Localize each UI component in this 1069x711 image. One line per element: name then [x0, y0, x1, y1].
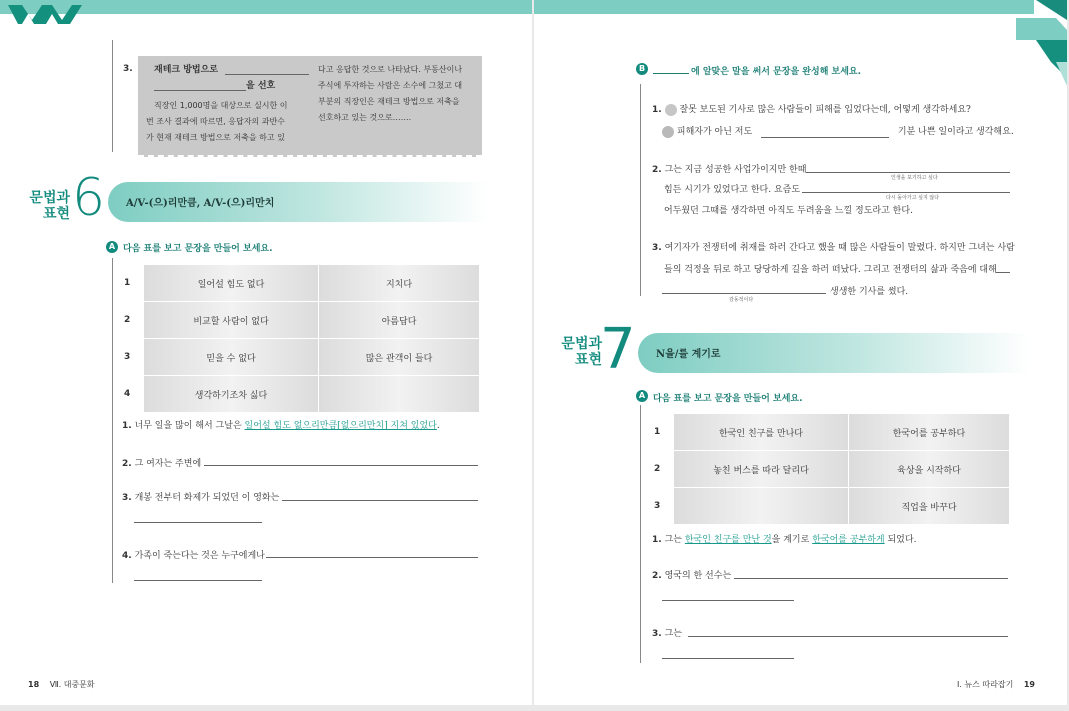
- corner-decoration-icon: [1016, 0, 1067, 88]
- answer-blank[interactable]: [761, 126, 889, 138]
- grammar-number: 7: [600, 320, 636, 372]
- page-number: 19: [1023, 680, 1035, 689]
- margin-rule: [640, 84, 641, 296]
- answer-suffix: 기분 나쁜 일이라고 생각해요.: [897, 127, 1014, 137]
- sentence-text: 을 계기로: [771, 535, 810, 545]
- table-cell: 지치다: [319, 265, 480, 302]
- headline-blank-2[interactable]: [154, 79, 246, 91]
- margin-rule: [640, 405, 641, 663]
- table-cell: 육상을 시작하다: [849, 451, 1010, 488]
- table-row: [118, 302, 480, 339]
- item-number: 1.: [652, 105, 662, 115]
- table-cell: 믿을 수 없다: [144, 339, 319, 376]
- news-line: 직장인 1,000명을 대상으로 실시한 이: [154, 101, 288, 110]
- item-2-line2: 힘든 시기가 있었다고 한다. 요즘도: [664, 185, 801, 195]
- sentence-text: 그 여자는 주변에: [134, 459, 202, 469]
- sentence-number: 2.: [652, 571, 662, 581]
- hint-text: 인생을 포기하고 싶다: [891, 175, 938, 181]
- question-text: 잘못 보도된 기사로 많은 사람들이 피해를 입었다는데, 어떻게 생각하세요?: [679, 105, 971, 115]
- item-3-line2: 들의 걱정을 뒤로 하고 당당하게 길을 하러 떠났다. 그리고 전쟁터의 삶과 죽음에 대해: [664, 265, 997, 275]
- news-line: 부분의 직장인은 재테크 방법으로 저축을: [318, 97, 460, 106]
- exercise-table: [648, 414, 1010, 525]
- answer-blank[interactable]: [282, 500, 478, 501]
- sentence-number: 4.: [122, 551, 132, 561]
- sentence-2: [652, 568, 731, 581]
- table-row: [118, 339, 480, 376]
- news-line: 번 조사 결과에 따르면, 응답자의 과반수: [146, 117, 285, 126]
- row-number: 3: [648, 488, 674, 525]
- table-cell: 많은 관객이 들다: [319, 339, 480, 376]
- item-3-line3: 생생한 기사를 썼다.: [830, 287, 909, 297]
- grammar-banner-text: A/V-(으)리만큼, A/V-(으)리만치: [126, 198, 275, 209]
- row-number: 2: [118, 302, 144, 339]
- speaker-a-avatar: [665, 104, 677, 116]
- sentence-3: [652, 626, 682, 639]
- row-number: 1: [118, 265, 144, 302]
- table-cell: 생각하기조차 싫다: [144, 376, 319, 413]
- right-page: [534, 0, 1067, 705]
- sentence-text: 개봉 전부터 화제가 되었던 이 영화는: [134, 493, 280, 503]
- table-cell: 한국어를 공부하다: [849, 414, 1010, 451]
- section-a-instruction: 다음 표를 보고 문장을 만들어 보세요.: [123, 244, 273, 254]
- news-line: 선호하고 있는 것으로…….: [318, 113, 412, 122]
- grammar-section-title: [22, 190, 70, 222]
- answer-blank[interactable]: [996, 272, 1010, 273]
- grammar-title-line2: 표현: [42, 206, 70, 222]
- item-text: 여기자가 전쟁터에 취재를 하러 간다고 했을 때 많은 사람들이 말렸다. 하지만 그녀는 사람: [664, 243, 1015, 253]
- item-1-answer: [662, 124, 1014, 138]
- sentence-text: 되었다.: [887, 535, 917, 545]
- answer-blank[interactable]: [134, 580, 262, 581]
- left-page: [0, 0, 532, 705]
- row-number: 2: [648, 451, 674, 488]
- top-bar: [534, 0, 1034, 14]
- grammar-section-title: [554, 336, 602, 368]
- sentence-number: 3.: [122, 493, 132, 503]
- answer-text: 일어설 힘도 없으리만큼[없으리만치] 지쳐 있었다: [244, 421, 437, 431]
- speaker-b-avatar: [662, 126, 674, 138]
- grammar-title-line1: 문법과: [29, 190, 70, 206]
- page-footer: [957, 679, 1035, 690]
- blank-marker: [653, 73, 689, 74]
- item-3-line1: [652, 240, 1015, 253]
- grammar-number-seven: [600, 320, 636, 372]
- section-b-badge: B: [636, 63, 648, 75]
- sentence-text: 그는: [664, 629, 682, 639]
- answer-blank[interactable]: [662, 293, 826, 294]
- news-clipping: [138, 56, 482, 157]
- answer-prefix: 피해자가 아닌 저도: [676, 127, 753, 137]
- answer-blank[interactable]: [802, 192, 1010, 193]
- answer-text: 한국인 친구를 만난 것: [684, 535, 772, 545]
- sentence-number: 2.: [122, 459, 132, 469]
- sentence-2: [122, 456, 201, 469]
- table-row: [648, 451, 1010, 488]
- table-row: [118, 265, 480, 302]
- table-row: [118, 376, 480, 413]
- table-cell[interactable]: [674, 488, 849, 525]
- chevron-decoration-icon: [8, 0, 88, 26]
- row-number: 3: [118, 339, 144, 376]
- table-row: [648, 414, 1010, 451]
- sentence-4: [122, 548, 265, 561]
- footer-section: Ⅰ. 뉴스 따라잡기: [956, 680, 1014, 689]
- answer-blank[interactable]: [734, 578, 1008, 579]
- row-number: 4: [118, 376, 144, 413]
- sentence-text: 가족이 죽는다는 것은 누구에게나: [134, 551, 265, 561]
- grammar-banner-text: N을/를 계기로: [656, 349, 721, 360]
- table-cell: 직업을 바꾸다: [849, 488, 1010, 525]
- table-cell: 일어설 힘도 없다: [144, 265, 319, 302]
- sentence-number: 3.: [652, 629, 662, 639]
- table-cell: 비교할 사람이 없다: [144, 302, 319, 339]
- table-cell: 아름답다: [319, 302, 480, 339]
- news-headline-1: [154, 62, 309, 75]
- news-line: 가 현재 재테크 방법으로 저축을 하고 있: [146, 133, 285, 142]
- news-body-right: [318, 62, 480, 126]
- section-a-badge: A: [106, 241, 118, 253]
- sentence-number: 1.: [652, 535, 662, 545]
- table-cell: 놓친 버스를 따라 달리다: [674, 451, 849, 488]
- grammar-banner: [108, 182, 488, 222]
- page-footer: [28, 679, 95, 690]
- answer-blank[interactable]: [266, 557, 478, 558]
- sentence-text: 너무 일을 많이 해서 그날은: [134, 421, 242, 431]
- answer-blank[interactable]: [688, 636, 1008, 637]
- sentence-1: [652, 532, 916, 545]
- section-a-instruction: 다음 표를 보고 문장을 만들어 보세요.: [653, 394, 803, 404]
- answer-blank[interactable]: [662, 658, 794, 659]
- margin-rule: [112, 258, 113, 583]
- hint-text: 다시 돌아가고 싶지 않다: [886, 195, 940, 201]
- item-number: 3.: [652, 243, 662, 253]
- news-headline-text: 재테크 방법으로: [154, 65, 218, 75]
- news-line: 다고 응답한 것으로 나타났다. 부동산이나: [318, 65, 463, 74]
- section-a-badge: A: [636, 390, 648, 402]
- answer-blank[interactable]: [806, 172, 1010, 173]
- news-headline-suffix: 을 선호: [246, 81, 276, 91]
- sentence-number: 1.: [122, 421, 132, 431]
- table-cell[interactable]: [319, 376, 480, 413]
- item-1-question: [652, 102, 971, 116]
- grammar-title-line1: 문법과: [561, 336, 602, 352]
- grammar-number: 6: [72, 168, 106, 228]
- news-headline-2: [154, 78, 275, 91]
- item-number: 2.: [652, 165, 662, 175]
- news-item-number: 3.: [123, 64, 133, 74]
- answer-blank[interactable]: [134, 522, 262, 523]
- hint-text: 감동적이다: [729, 297, 754, 303]
- sentence-1: 1. 너무 일을 많이 해서 그날은 일어설 힘도 없으리만큼[없으리만치] 지쳐 있었다.: [122, 421, 440, 431]
- footer-section: Ⅶ. 대중문화: [49, 680, 95, 689]
- item-2-line1: [652, 162, 806, 175]
- headline-blank-1[interactable]: [225, 63, 309, 75]
- sentence-text: 영국의 한 선수는: [664, 571, 732, 581]
- exercise-table: [118, 265, 480, 413]
- grammar-banner: [638, 333, 1030, 373]
- answer-blank[interactable]: [662, 600, 794, 601]
- margin-rule: [112, 40, 113, 152]
- news-body-left: [146, 98, 314, 146]
- answer-text: 한국어를 공부하게: [812, 535, 885, 545]
- answer-blank[interactable]: [204, 465, 478, 466]
- row-number: 1: [648, 414, 674, 451]
- item-text: 그는 지금 성공한 사업가이지만 한때: [664, 165, 807, 175]
- section-b-instruction: 에 알맞은 말을 써서 문장을 완성해 보세요.: [691, 67, 862, 77]
- sentence-3: [122, 490, 279, 503]
- sentence-text: 그는: [664, 535, 682, 545]
- item-2-line3: 어두웠던 그때를 생각하면 아직도 두려움을 느낄 정도라고 한다.: [664, 206, 913, 216]
- news-line: 주식에 투자하는 사람은 소수에 그쳤고 대: [318, 81, 463, 90]
- page-number: 18: [28, 680, 40, 689]
- table-cell: 한국인 친구를 만나다: [674, 414, 849, 451]
- table-row: [648, 488, 1010, 525]
- grammar-title-line2: 표현: [574, 352, 602, 368]
